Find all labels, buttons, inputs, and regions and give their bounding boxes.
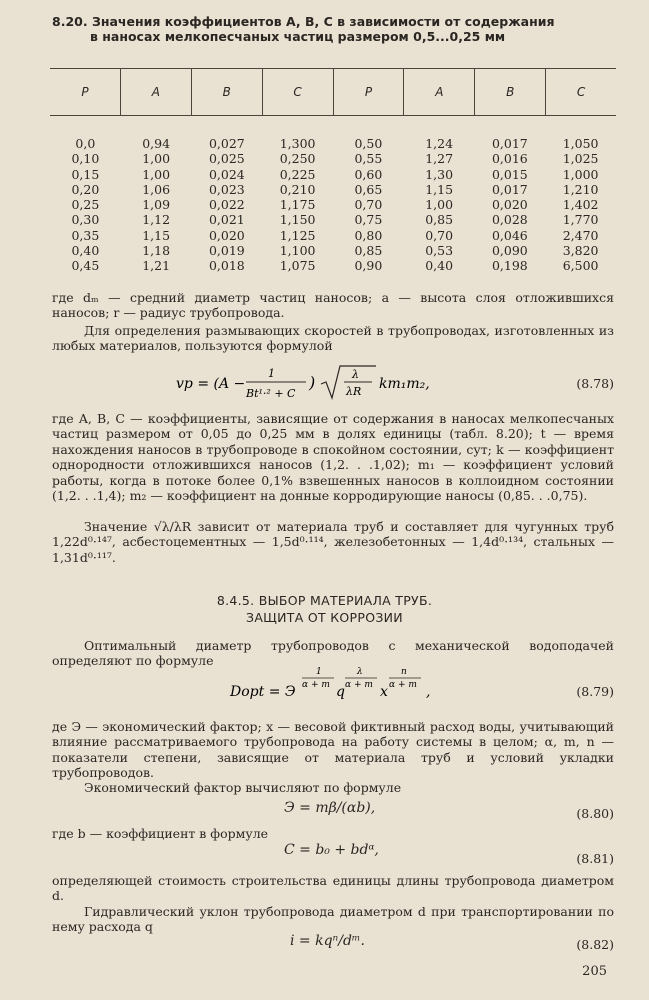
table-cell: 0,027 <box>208 136 245 151</box>
paragraph-economic-factor: де Э — экономический фактор; x — весовой фиктивный расход воды, учитывающий влияние рассматриваемого трубопровода на работу системы в целом; α, m, n — показатели степени, зависящие от материала труб и условий укладки трубопроводов. <box>52 719 614 781</box>
table-row <box>50 212 616 227</box>
table-cell: 1,150 <box>279 212 316 228</box>
paragraph-legend: где dₘ — средний диаметр частиц наносов; a — высота слоя отложившихся наносов; r — радиус трубопровода. <box>52 290 614 321</box>
table-cell: 0,45 <box>71 258 100 274</box>
header-cell: B <box>191 69 262 115</box>
formula-8-78-svg <box>176 362 476 404</box>
header-cell: A <box>403 69 474 115</box>
table-cell: 0,017 <box>491 181 528 197</box>
table-cell: 0,35 <box>71 227 100 243</box>
formula-8-82: i = kqⁿ/dᵐ. <box>290 933 365 949</box>
table-cell: 0,021 <box>208 212 245 228</box>
formula-8-80: Э = mβ/(αb), <box>284 800 376 816</box>
table-cell: 0,090 <box>491 243 528 259</box>
table-cell: 3,820 <box>562 243 599 259</box>
table-cell: 1,100 <box>279 243 316 259</box>
table-cell: 0,025 <box>208 151 245 167</box>
formula-8-79-svg <box>230 664 450 704</box>
table-cell: 0,020 <box>491 197 528 213</box>
table-cell: 0,70 <box>354 197 383 213</box>
formula-lhs: Dopt = Э <box>230 684 296 700</box>
table-cell: 1,15 <box>425 181 454 197</box>
table-cell: 6,500 <box>562 258 599 274</box>
equation-number: (8.81) <box>576 851 614 866</box>
formula-8-78 <box>176 362 476 408</box>
table-cell: 0,017 <box>491 136 528 151</box>
exp3-den: α + m <box>389 680 417 690</box>
table-cell: 0,65 <box>354 181 383 197</box>
table-cell: 2,470 <box>562 227 599 243</box>
table-row <box>50 182 616 197</box>
table-cell: 1,050 <box>562 136 599 151</box>
table-row <box>50 228 616 243</box>
table-cell: 0,016 <box>491 151 528 167</box>
table-cell: 0,60 <box>354 166 383 182</box>
table-row <box>50 167 616 182</box>
table-cell: 0,10 <box>71 151 100 167</box>
table-body <box>50 136 616 274</box>
table-cell: 0,023 <box>208 181 245 197</box>
section-title-line2: ЗАЩИТА ОТ КОРРОЗИИ <box>246 610 403 625</box>
table-cell: 0,210 <box>279 181 316 197</box>
table-cell: 1,24 <box>425 136 454 151</box>
formula-paren: ) <box>309 373 316 392</box>
formula-fraction-num: 1 <box>268 367 275 380</box>
sqrt-num: λ <box>352 368 359 381</box>
table-cell: 1,27 <box>425 151 454 167</box>
paragraph-economic-formula: Экономический фактор вычисляют по формуле <box>84 780 402 795</box>
paragraph-coefficients: где A, B, C — коэффициенты, зависящие от содержания в наносах мелкопесчаных частиц размером от 0,05 до 0,25 мм в долях единицы (табл. 8.20); t — время нахождения наносов в трубопроводе в спокойном состоянии, сут; k — коэффициент однородности отложившихся наносов (1,2. . .1,02); m₁ — коэффициент условий работы, когда в потоке более 0,1% взвешенных наносов в коллоидном состоянии (1,2. . .1,4); m₂ — коэффициент на донные корродирующие наносы (0,85. . .0,75). <box>52 411 614 504</box>
table-row <box>50 151 616 166</box>
table-cell: 0,020 <box>208 227 245 243</box>
exp1-den: α + m <box>302 680 330 690</box>
exp2-num: λ <box>357 667 363 677</box>
table-row <box>50 258 616 273</box>
table-cell: 1,06 <box>142 181 171 197</box>
table-row <box>50 243 616 258</box>
table-cell: 0,53 <box>425 243 454 259</box>
table-cell: 0,94 <box>142 136 171 151</box>
table-cell: 0,018 <box>208 258 245 274</box>
table-caption-line2: в наносах мелкопесчаных частиц размером 0,5...0,25 мм <box>90 29 506 44</box>
table-cell: 0,70 <box>425 227 454 243</box>
table-cell: 0,90 <box>354 258 383 274</box>
table-header <box>50 68 616 116</box>
table-cell: 0,40 <box>71 243 100 259</box>
formula-q: q <box>336 684 345 700</box>
table-cell: 1,18 <box>142 243 171 259</box>
header-cell: P <box>81 85 89 99</box>
header-cell: C <box>262 69 333 115</box>
table-cell: 0,30 <box>71 212 100 228</box>
formula-lhs: vp = (A − <box>176 376 246 392</box>
table-cell: 0,85 <box>425 212 454 228</box>
table-row <box>50 136 616 151</box>
table-cell: 0,250 <box>279 151 316 167</box>
table-cell: 1,300 <box>279 136 316 151</box>
table-cell: 1,210 <box>562 181 599 197</box>
formula-x: x <box>380 684 388 700</box>
table-row <box>50 197 616 212</box>
table-cell: 0,85 <box>354 243 383 259</box>
paragraph-coefficient-b: где b — коэффициент в формуле <box>52 826 269 841</box>
section-title-line1: 8.4.5. ВЫБОР МАТЕРИАЛА ТРУБ. <box>216 593 433 608</box>
table-cell: 0,25 <box>71 197 100 213</box>
table-cell: 0,019 <box>208 243 245 259</box>
header-cell: A <box>120 69 191 115</box>
header-cell: C <box>545 69 616 115</box>
page-number: 205 <box>582 964 607 979</box>
table-cell: 0,028 <box>491 212 528 228</box>
equation-number: (8.80) <box>576 806 614 821</box>
table-cell: 0,198 <box>491 258 528 274</box>
table-cell: 1,770 <box>562 212 599 228</box>
table-cell: 1,402 <box>562 197 599 213</box>
equation-number: (8.82) <box>576 937 614 952</box>
formula-tail: , <box>426 684 431 700</box>
paragraph-optimal-diameter: Оптимальный диаметр трубопроводов с механической водоподачей определяют по формуле <box>52 638 614 669</box>
table-cell: 1,00 <box>142 151 171 167</box>
table-cell: 0,0 <box>75 136 96 151</box>
header-cell: P <box>333 69 404 115</box>
paragraph-material: Значение √λ/λR зависит от материала труб и составляет для чугунных труб 1,22d⁰·¹⁴⁷, асбестоцементных — 1,5d⁰·¹¹⁴, железобетонных — 1,4d⁰·¹³⁴, стальных — 1,31d⁰·¹¹⁷. <box>52 519 614 565</box>
table-caption-line1: 8.20. Значения коэффициентов A, B, C в зависимости от содержания <box>52 14 555 29</box>
table-cell: 1,00 <box>425 197 454 213</box>
table-cell: 1,09 <box>142 197 171 213</box>
table-cell: 0,50 <box>354 136 383 151</box>
table-cell: 0,225 <box>279 166 316 182</box>
equation-number: (8.78) <box>576 376 614 391</box>
table-cell: 0,75 <box>354 212 383 228</box>
paragraph-hydraulic: Гидравлический уклон трубопровода диаметром d при транспортировании по нему расхода q <box>52 904 614 935</box>
table-cell: 1,175 <box>279 197 316 213</box>
header-cell: B <box>474 69 545 115</box>
formula-8-81: C = b₀ + bdᵅ, <box>284 842 379 858</box>
table-cell: 1,075 <box>279 258 316 274</box>
table-cell: 0,80 <box>354 227 383 243</box>
table-cell: 1,30 <box>425 166 454 182</box>
table-cell: 1,000 <box>562 166 599 182</box>
table-caption <box>52 14 612 44</box>
table-cell: 0,015 <box>491 166 528 182</box>
table-cell: 1,15 <box>142 227 171 243</box>
table-cell: 0,20 <box>71 181 100 197</box>
table-cell: 0,40 <box>425 258 454 274</box>
formula-8-79 <box>230 664 450 708</box>
sqrt-den: λR <box>346 385 362 398</box>
equation-number: (8.79) <box>576 684 614 699</box>
table-cell: 0,022 <box>208 197 245 213</box>
table-cell: 1,025 <box>562 151 599 167</box>
exp1-num: 1 <box>316 667 322 677</box>
exp2-den: α + m <box>345 680 373 690</box>
table-cell: 0,046 <box>491 227 528 243</box>
formula-tail: km₁m₂, <box>379 376 430 392</box>
exp3-num: n <box>401 667 407 677</box>
table-cell: 1,12 <box>142 212 171 228</box>
formula-fraction-den: Bt¹·² + C <box>246 387 296 400</box>
paragraph-cost: определяющей стоимость строительства единицы длины трубопровода диаметром d. <box>52 873 614 904</box>
table-cell: 1,125 <box>279 227 316 243</box>
table-cell: 1,21 <box>142 258 171 274</box>
table-cell: 1,00 <box>142 166 171 182</box>
table-cell: 0,55 <box>354 151 383 167</box>
table-cell: 0,024 <box>208 166 245 182</box>
paragraph-intro-formula: Для определения размывающих скоростей в трубопроводах, изготовленных из любых материалов, пользуются формулой <box>52 323 614 354</box>
table-cell: 0,15 <box>71 166 100 182</box>
